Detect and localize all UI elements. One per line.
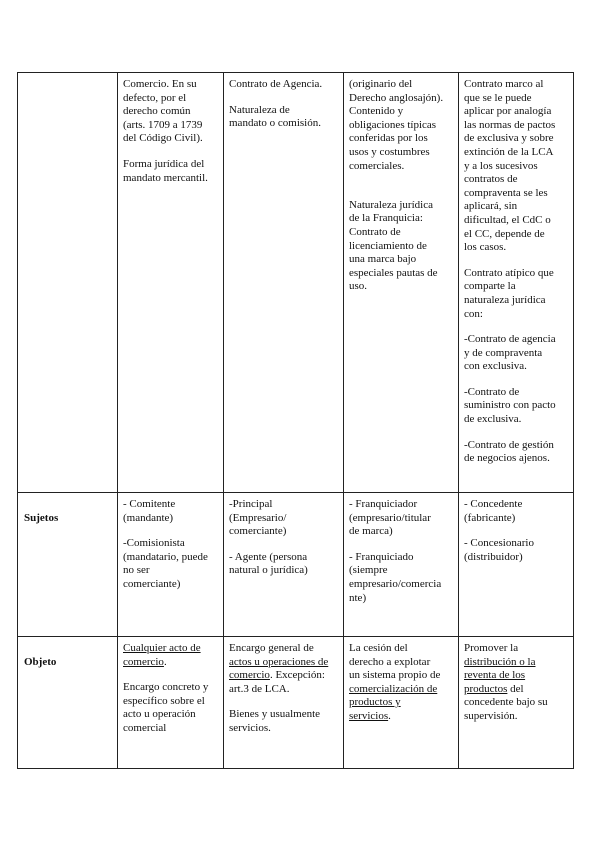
cell [118,73,224,493]
underlined-text: actos u operaciones de comercio [229,655,329,682]
cell [118,637,224,769]
table-row [18,493,574,637]
cell-text: - Franquiciado (siempre empresario/comercia nte) [349,550,442,604]
cell [224,73,344,493]
cell-text: Comercio. En su defecto, por el derecho común (arts. 1709 a 1739 del Código Civil). [123,78,203,145]
cell-text: Cualquier acto de comercio. [123,642,201,668]
cell-text: Forma jurídica del mandato mercantil. [123,157,208,184]
cell-text: -Contrato de agencia y de compraventa con exclusiva. [464,333,556,373]
cell-text: Contrato atípico que comparte la naturaleza jurídica con: [464,266,554,320]
cell-text: -Contrato de gestión de negocios ajenos. [464,438,554,465]
cell [224,637,344,769]
row-header-empty [18,73,118,493]
cell-text: - Agente (persona natural o jurídica) [229,550,308,577]
cell-text: Promover la distribución o la reventa de los productos del concedente bajo su supervisión. [464,642,548,722]
comparison-table [17,72,574,769]
cell [459,493,574,637]
cell [344,73,459,493]
cell-text: Encargo general de actos u operaciones de comercio. Excepción: art.3 de LCA. [229,642,329,695]
cell [118,493,224,637]
cell-text: (originario del Derecho anglosajón). Contenido y obligaciones típicas conferidas por los usos y costumbres comerciales. [349,78,444,172]
row-header-sujetos: Sujetos [18,493,118,637]
cell-text: Naturaleza jurídica de la Franquicia: Contrato de licenciamiento de una marca bajo especiales pautas de uso. [349,198,438,293]
cell-text: - Franquiciador (empresario/titular de marca) [349,498,431,538]
underlined-text: Cualquier acto de comercio [123,642,201,668]
cell [224,493,344,637]
cell-text: - Comitente (mandante) [123,498,176,524]
cell [459,73,574,493]
table-row [18,73,574,493]
cell-text: Naturaleza de mandato o comisión. [229,103,321,130]
cell-text: -Principal (Empresario/ comerciante) [229,498,287,538]
cell [344,637,459,769]
cell-text: - Concesionario (distribuidor) [464,537,534,563]
underlined-text: distribución o la reventa de los productos [464,655,536,695]
cell-text: Encargo concreto y específico sobre el acto u operación comercial [123,681,209,734]
underlined-text: comercialización de productos y servicios [349,682,438,722]
cell-text: Contrato de Agencia. [229,78,323,90]
cell [459,637,574,769]
cell-text: Bienes y usualmente servicios. [229,708,321,734]
table-row [18,637,574,769]
row-header-objeto: Objeto [18,637,118,769]
cell-text: La cesión del derecho a explotar un sistema propio de comercialización de productos y servicios. [349,642,441,722]
cell-text: Contrato marco al que se le puede aplicar por analogía las normas de pactos de exclusiva y sobre extinción de la LCA y a los sucesivos contratos de compraventa se les aplicará, sin dificultad, el CdC o el CC, depende de los casos. [464,78,556,254]
cell [344,493,459,637]
cell-text: - Concedente (fabricante) [464,498,523,524]
cell-text: -Comisionista (mandatario, puede no ser comerciante) [123,537,208,590]
cell-text: -Contrato de suministro con pacto de exclusiva. [464,385,556,426]
